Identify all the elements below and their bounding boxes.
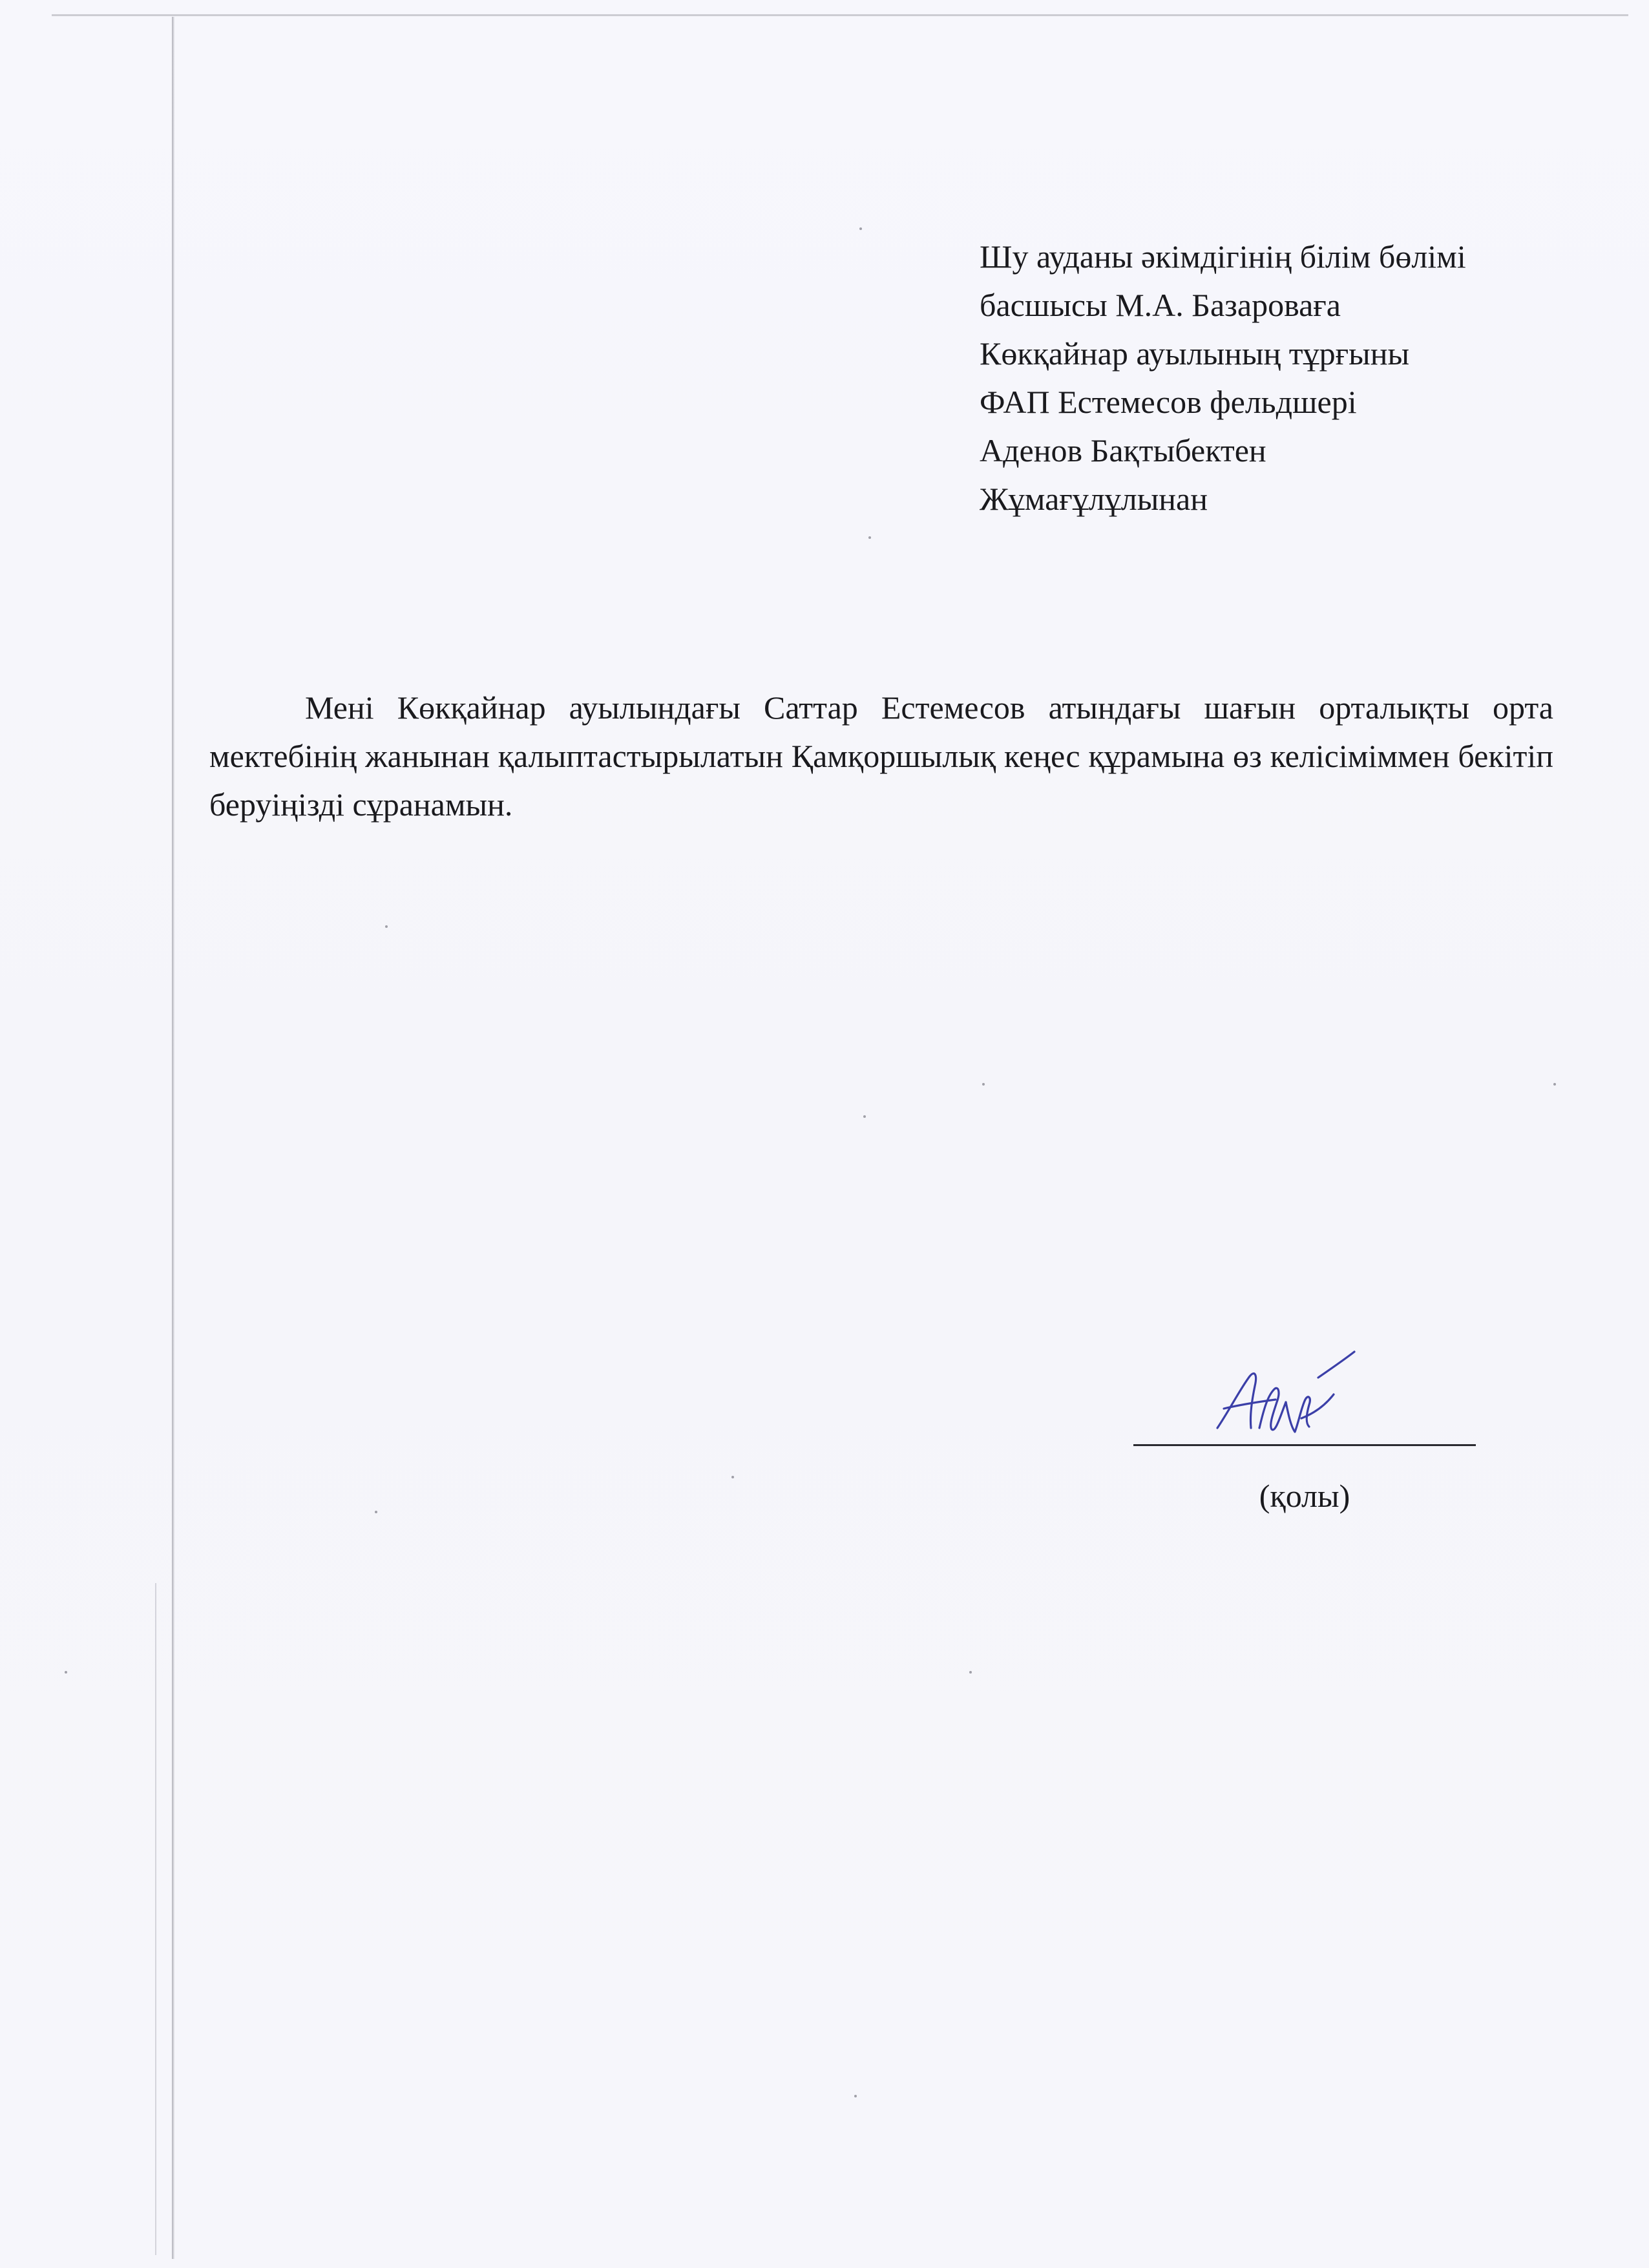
scan-speck — [385, 925, 388, 928]
scan-speck — [1553, 1083, 1556, 1086]
scan-edge-left-lower — [155, 1583, 156, 2255]
scan-speck — [731, 1476, 734, 1478]
addressee-line: ФАП Естемесов фельдшері — [980, 384, 1357, 420]
scan-speck — [859, 227, 862, 230]
addressee-line: Жұмағұлұлынан — [980, 481, 1208, 517]
scan-speck — [969, 1671, 972, 1674]
scan-edge-left — [172, 17, 174, 2259]
scan-speck — [375, 1511, 377, 1513]
signature-block — [1133, 1338, 1476, 1525]
application-paragraph: Мені Көкқайнар ауылындағы Саттар Естемесов атындағы шағын орталықты орта мектебінің жанынан қалыптастырылатын Қамқоршылық кеңес құрамына өз келісіміммен бекітіп беруіңізді сұранамын. — [209, 689, 1553, 823]
application-body — [209, 684, 1553, 829]
addressee-line: Шу ауданы әкімдігінің білім бөлімі — [980, 238, 1466, 275]
scan-speck — [982, 1083, 985, 1086]
signature-caption: (қолы) — [1259, 1478, 1350, 1514]
scan-speck — [854, 2095, 857, 2097]
scan-edge-top — [52, 14, 1628, 16]
addressee-line: Көкқайнар ауылының тұрғыны — [980, 335, 1410, 372]
scan-speck — [65, 1671, 67, 1674]
addressee-line: Аденов Бақтыбектен — [980, 432, 1266, 468]
addressee-block — [980, 233, 1626, 523]
signature-line — [1133, 1444, 1476, 1446]
scan-speck — [863, 1115, 866, 1118]
addressee-line: басшысы М.А. Базароваға — [980, 287, 1341, 323]
handwritten-signature — [1204, 1338, 1360, 1447]
scan-speck — [868, 536, 871, 539]
